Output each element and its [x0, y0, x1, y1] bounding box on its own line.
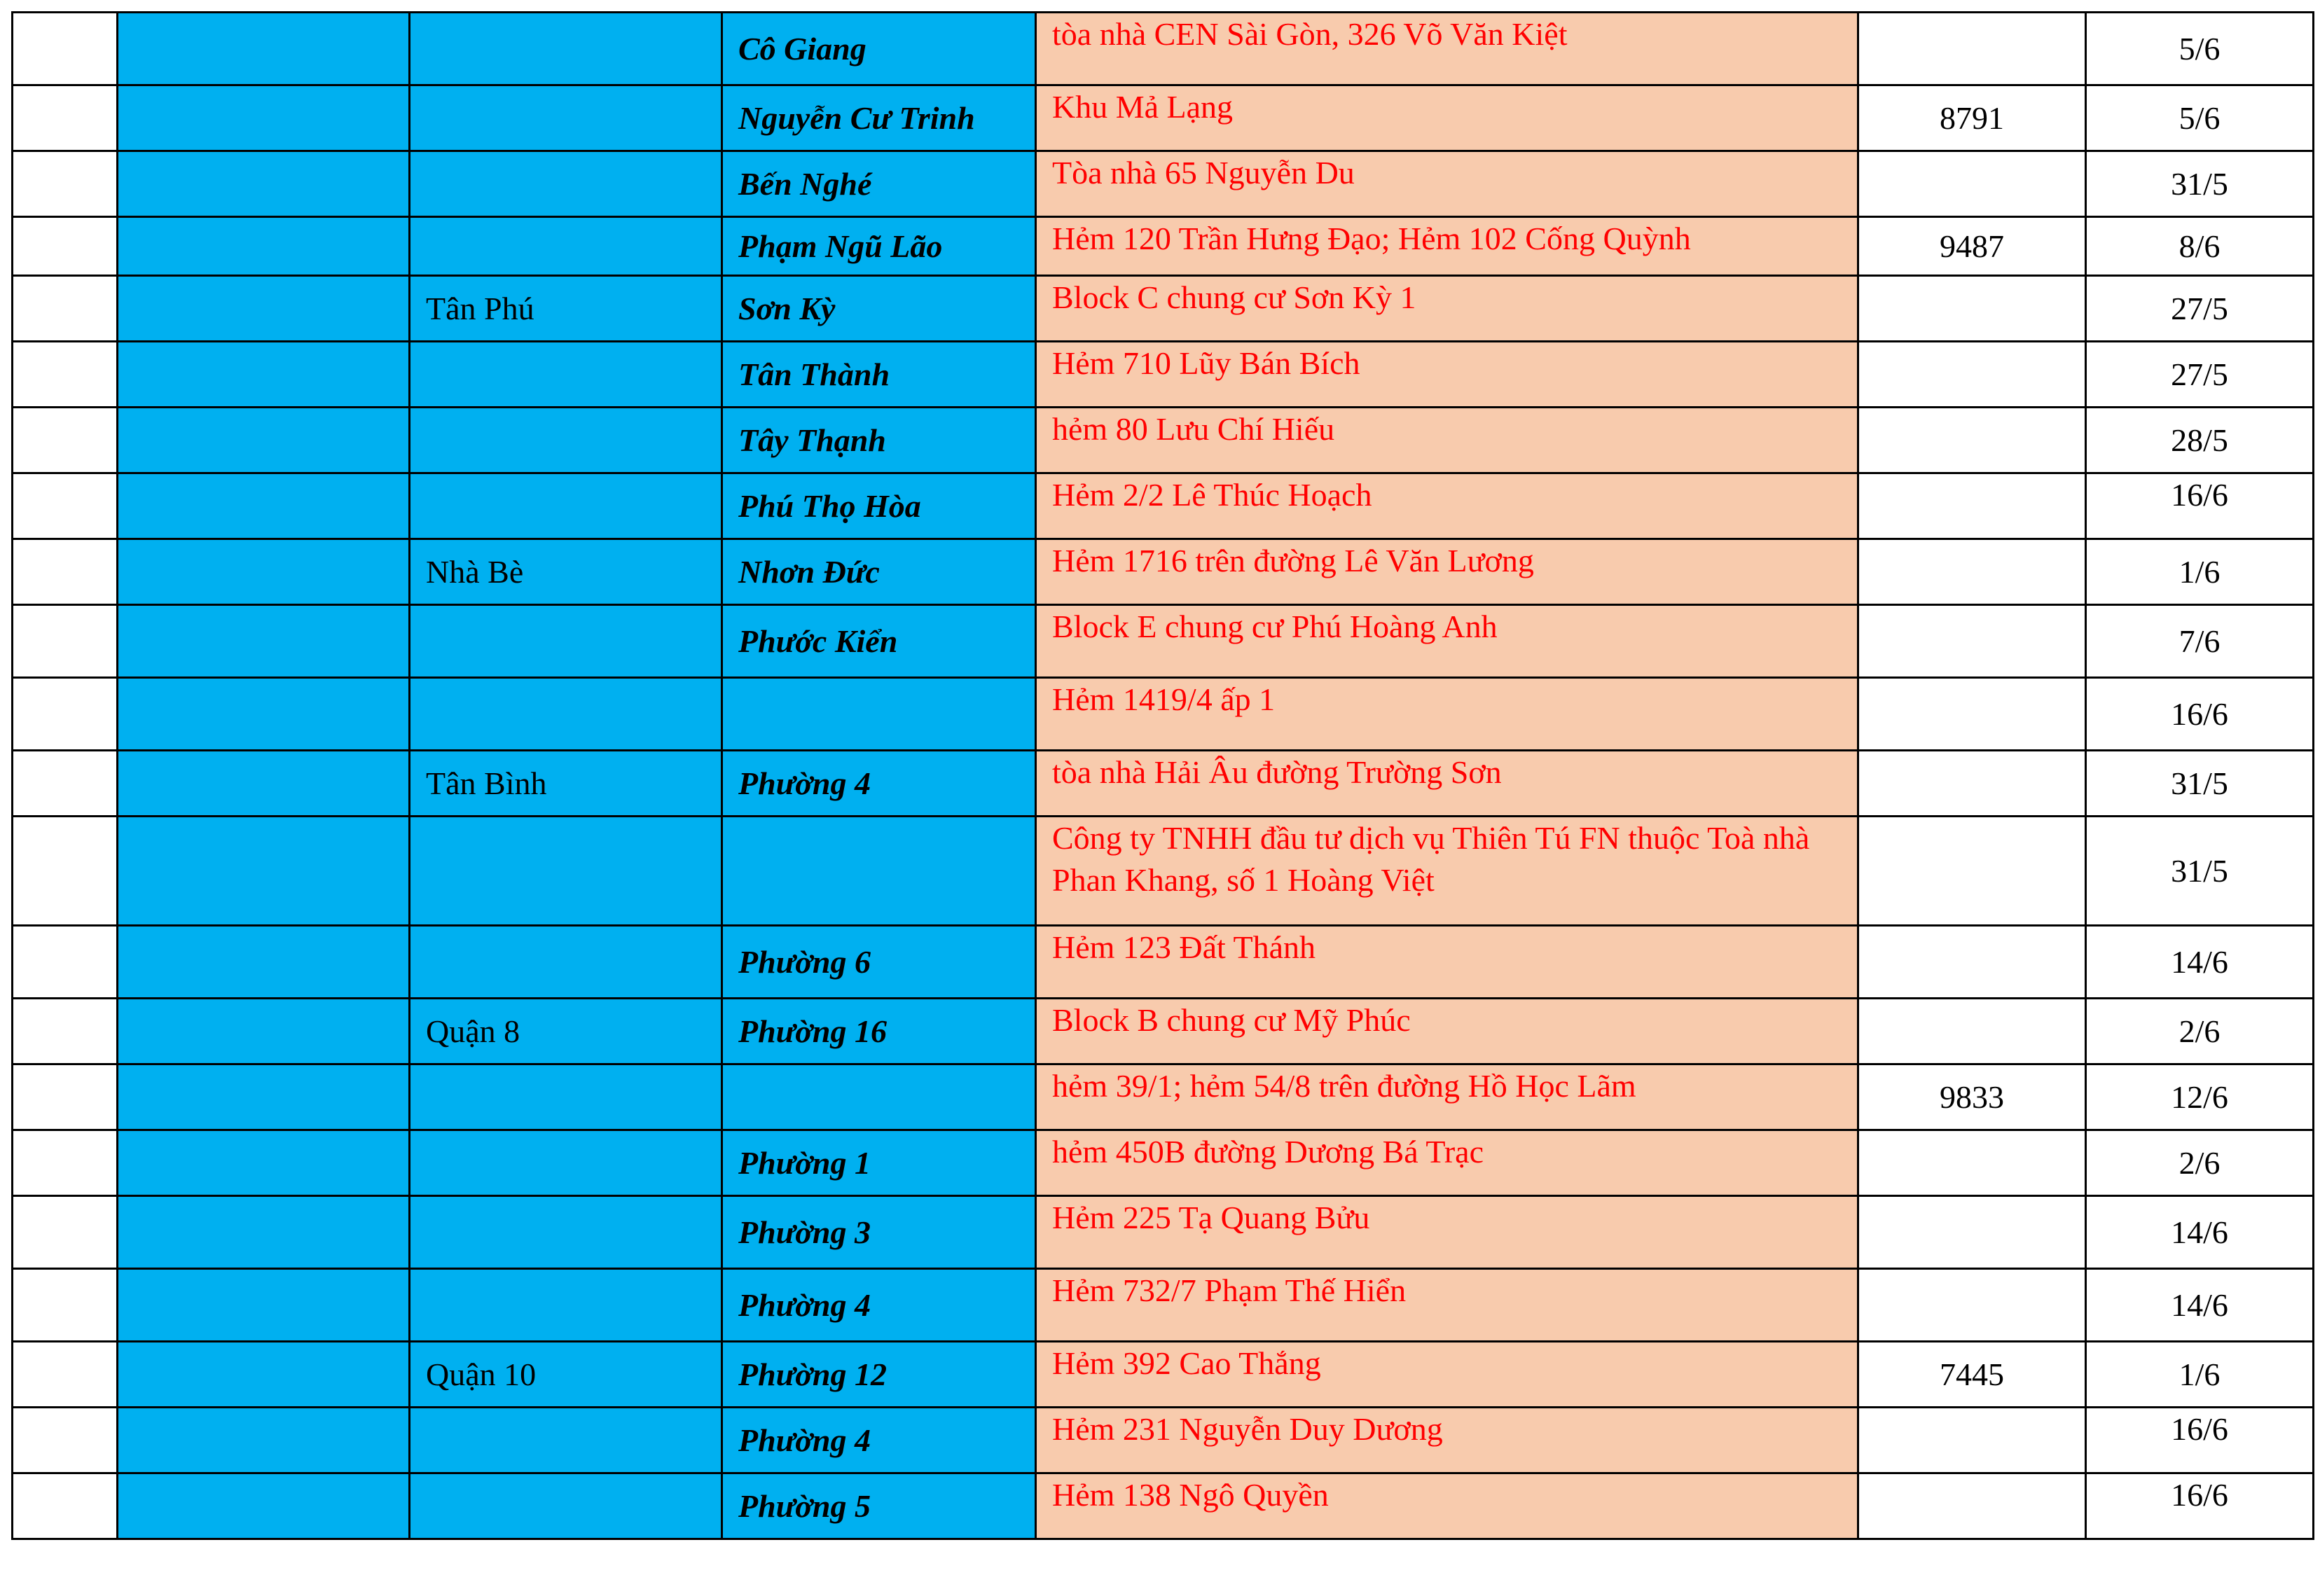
ward-cell: Phường 5 — [722, 1473, 1036, 1539]
ward-cell: Phường 4 — [722, 751, 1036, 817]
number-cell — [1858, 408, 2086, 473]
table-row — [13, 999, 2314, 1064]
date-cell: 2/6 — [2086, 1130, 2314, 1196]
address-cell: Hẻm 2/2 Lê Thúc Hoạch — [1036, 473, 1858, 539]
index-cell — [13, 473, 118, 539]
group-cell — [118, 13, 410, 85]
address-cell: hẻm 39/1; hẻm 54/8 trên đường Hồ Học Lãm — [1036, 1064, 1858, 1130]
index-cell — [13, 751, 118, 817]
index-cell — [13, 926, 118, 999]
group-cell — [118, 342, 410, 408]
ward-cell: Nguyễn Cư Trinh — [722, 85, 1036, 151]
table-row — [13, 1196, 2314, 1269]
address-cell: Hẻm 120 Trần Hưng Đạo; Hẻm 102 Cống Quỳnh — [1036, 217, 1858, 276]
table-row — [13, 1342, 2314, 1408]
table-row — [13, 408, 2314, 473]
index-cell — [13, 999, 118, 1064]
district-cell: Quận 8 — [410, 999, 722, 1064]
date-cell: 5/6 — [2086, 85, 2314, 151]
address-cell: Hẻm 138 Ngô Quyền — [1036, 1473, 1858, 1539]
date-cell: 7/6 — [2086, 605, 2314, 678]
group-cell — [118, 151, 410, 217]
ward-cell: Phường 16 — [722, 999, 1036, 1064]
group-cell — [118, 1473, 410, 1539]
address-cell: Hẻm 710 Lũy Bán Bích — [1036, 342, 1858, 408]
group-cell — [118, 85, 410, 151]
address-cell: Công ty TNHH đầu tư dịch vụ Thiên Tú FN thuộc Toà nhà Phan Khang, số 1 Hoàng Việt — [1036, 817, 1858, 926]
group-cell — [118, 1269, 410, 1342]
ward-cell — [722, 817, 1036, 926]
index-cell — [13, 1269, 118, 1342]
address-cell: Hẻm 392 Cao Thắng — [1036, 1342, 1858, 1408]
address-cell: Block E chung cư Phú Hoàng Anh — [1036, 605, 1858, 678]
district-cell — [410, 1269, 722, 1342]
group-cell — [118, 605, 410, 678]
number-cell — [1858, 678, 2086, 751]
district-cell — [410, 85, 722, 151]
district-cell: Tân Phú — [410, 276, 722, 342]
number-cell — [1858, 473, 2086, 539]
ward-cell: Cô Giang — [722, 13, 1036, 85]
number-cell: 9487 — [1858, 217, 2086, 276]
address-cell: Hẻm 123 Đất Thánh — [1036, 926, 1858, 999]
number-cell — [1858, 1196, 2086, 1269]
outbreak-locations-table — [11, 11, 2314, 1540]
table-row — [13, 151, 2314, 217]
number-cell — [1858, 13, 2086, 85]
date-cell: 14/6 — [2086, 926, 2314, 999]
date-cell: 16/6 — [2086, 678, 2314, 751]
index-cell — [13, 408, 118, 473]
district-cell — [410, 1196, 722, 1269]
number-cell — [1858, 151, 2086, 217]
index-cell — [13, 1064, 118, 1130]
ward-cell: Phường 4 — [722, 1408, 1036, 1473]
date-cell: 16/6 — [2086, 1408, 2314, 1473]
table-row — [13, 1064, 2314, 1130]
district-cell — [410, 678, 722, 751]
number-cell — [1858, 1130, 2086, 1196]
number-cell — [1858, 342, 2086, 408]
ward-cell: Nhơn Đức — [722, 539, 1036, 605]
index-cell — [13, 539, 118, 605]
index-cell — [13, 342, 118, 408]
date-cell: 1/6 — [2086, 539, 2314, 605]
group-cell — [118, 751, 410, 817]
ward-cell: Sơn Kỳ — [722, 276, 1036, 342]
district-cell — [410, 1064, 722, 1130]
address-cell: tòa nhà Hải Âu đường Trường Sơn — [1036, 751, 1858, 817]
ward-cell: Phường 1 — [722, 1130, 1036, 1196]
index-cell — [13, 678, 118, 751]
ward-cell: Phường 3 — [722, 1196, 1036, 1269]
index-cell — [13, 1196, 118, 1269]
number-cell — [1858, 926, 2086, 999]
index-cell — [13, 1342, 118, 1408]
index-cell — [13, 13, 118, 85]
ward-cell: Phước Kiển — [722, 605, 1036, 678]
index-cell — [13, 605, 118, 678]
date-cell: 2/6 — [2086, 999, 2314, 1064]
index-cell — [13, 217, 118, 276]
group-cell — [118, 539, 410, 605]
date-cell: 31/5 — [2086, 817, 2314, 926]
number-cell — [1858, 1408, 2086, 1473]
table-row — [13, 678, 2314, 751]
group-cell — [118, 473, 410, 539]
district-cell: Tân Bình — [410, 751, 722, 817]
group-cell — [118, 1342, 410, 1408]
address-cell: Block B chung cư Mỹ Phúc — [1036, 999, 1858, 1064]
date-cell: 5/6 — [2086, 13, 2314, 85]
table-row — [13, 539, 2314, 605]
table-row — [13, 217, 2314, 276]
table-row — [13, 1473, 2314, 1539]
index-cell — [13, 1408, 118, 1473]
group-cell — [118, 217, 410, 276]
group-cell — [118, 1064, 410, 1130]
address-cell: Hẻm 732/7 Phạm Thế Hiển — [1036, 1269, 1858, 1342]
index-cell — [13, 1473, 118, 1539]
district-cell: Quận 10 — [410, 1342, 722, 1408]
ward-cell — [722, 678, 1036, 751]
number-cell — [1858, 539, 2086, 605]
date-cell: 16/6 — [2086, 1473, 2314, 1539]
address-cell: hẻm 450B đường Dương Bá Trạc — [1036, 1130, 1858, 1196]
district-cell — [410, 342, 722, 408]
district-cell — [410, 1473, 722, 1539]
ward-cell: Bến Nghé — [722, 151, 1036, 217]
address-cell: Hẻm 231 Nguyễn Duy Dương — [1036, 1408, 1858, 1473]
district-cell — [410, 1408, 722, 1473]
index-cell — [13, 1130, 118, 1196]
table-row — [13, 342, 2314, 408]
date-cell: 14/6 — [2086, 1269, 2314, 1342]
group-cell — [118, 817, 410, 926]
group-cell — [118, 408, 410, 473]
date-cell: 27/5 — [2086, 276, 2314, 342]
number-cell — [1858, 276, 2086, 342]
date-cell: 28/5 — [2086, 408, 2314, 473]
table-row — [13, 926, 2314, 999]
number-cell — [1858, 1269, 2086, 1342]
table-body — [13, 13, 2314, 1539]
number-cell — [1858, 999, 2086, 1064]
table-row — [13, 817, 2314, 926]
table-row — [13, 605, 2314, 678]
ward-cell: Phạm Ngũ Lão — [722, 217, 1036, 276]
group-cell — [118, 926, 410, 999]
address-cell: Khu Mả Lạng — [1036, 85, 1858, 151]
district-cell — [410, 473, 722, 539]
address-cell: hẻm 80 Lưu Chí Hiếu — [1036, 408, 1858, 473]
index-cell — [13, 85, 118, 151]
ward-cell: Phường 12 — [722, 1342, 1036, 1408]
district-cell — [410, 817, 722, 926]
district-cell — [410, 13, 722, 85]
number-cell — [1858, 1473, 2086, 1539]
district-cell — [410, 1130, 722, 1196]
number-cell: 8791 — [1858, 85, 2086, 151]
table-row — [13, 1269, 2314, 1342]
table-row — [13, 1408, 2314, 1473]
date-cell: 16/6 — [2086, 473, 2314, 539]
address-cell: Tòa nhà 65 Nguyễn Du — [1036, 151, 1858, 217]
ward-cell: Phường 6 — [722, 926, 1036, 999]
group-cell — [118, 1196, 410, 1269]
table-row — [13, 85, 2314, 151]
group-cell — [118, 999, 410, 1064]
group-cell — [118, 678, 410, 751]
date-cell: 31/5 — [2086, 751, 2314, 817]
district-cell — [410, 926, 722, 999]
ward-cell: Phú Thọ Hòa — [722, 473, 1036, 539]
district-cell — [410, 408, 722, 473]
date-cell: 31/5 — [2086, 151, 2314, 217]
date-cell: 8/6 — [2086, 217, 2314, 276]
ward-cell: Tân Thành — [722, 342, 1036, 408]
number-cell — [1858, 605, 2086, 678]
index-cell — [13, 817, 118, 926]
group-cell — [118, 1130, 410, 1196]
district-cell: Nhà Bè — [410, 539, 722, 605]
group-cell — [118, 276, 410, 342]
ward-cell: Tây Thạnh — [722, 408, 1036, 473]
district-cell — [410, 151, 722, 217]
address-cell: Block C chung cư Sơn Kỳ 1 — [1036, 276, 1858, 342]
district-cell — [410, 217, 722, 276]
table-row — [13, 1130, 2314, 1196]
date-cell: 14/6 — [2086, 1196, 2314, 1269]
ward-cell — [722, 1064, 1036, 1130]
number-cell — [1858, 817, 2086, 926]
address-cell: Hẻm 1716 trên đường Lê Văn Lương — [1036, 539, 1858, 605]
number-cell: 9833 — [1858, 1064, 2086, 1130]
ward-cell: Phường 4 — [722, 1269, 1036, 1342]
address-cell: tòa nhà CEN Sài Gòn, 326 Võ Văn Kiệt — [1036, 13, 1858, 85]
number-cell — [1858, 751, 2086, 817]
address-cell: Hẻm 225 Tạ Quang Bửu — [1036, 1196, 1858, 1269]
index-cell — [13, 151, 118, 217]
index-cell — [13, 276, 118, 342]
district-cell — [410, 605, 722, 678]
table-row — [13, 276, 2314, 342]
number-cell: 7445 — [1858, 1342, 2086, 1408]
table-row — [13, 751, 2314, 817]
group-cell — [118, 1408, 410, 1473]
table-row — [13, 473, 2314, 539]
date-cell: 1/6 — [2086, 1342, 2314, 1408]
address-cell: Hẻm 1419/4 ấp 1 — [1036, 678, 1858, 751]
table-row — [13, 13, 2314, 85]
date-cell: 12/6 — [2086, 1064, 2314, 1130]
date-cell: 27/5 — [2086, 342, 2314, 408]
